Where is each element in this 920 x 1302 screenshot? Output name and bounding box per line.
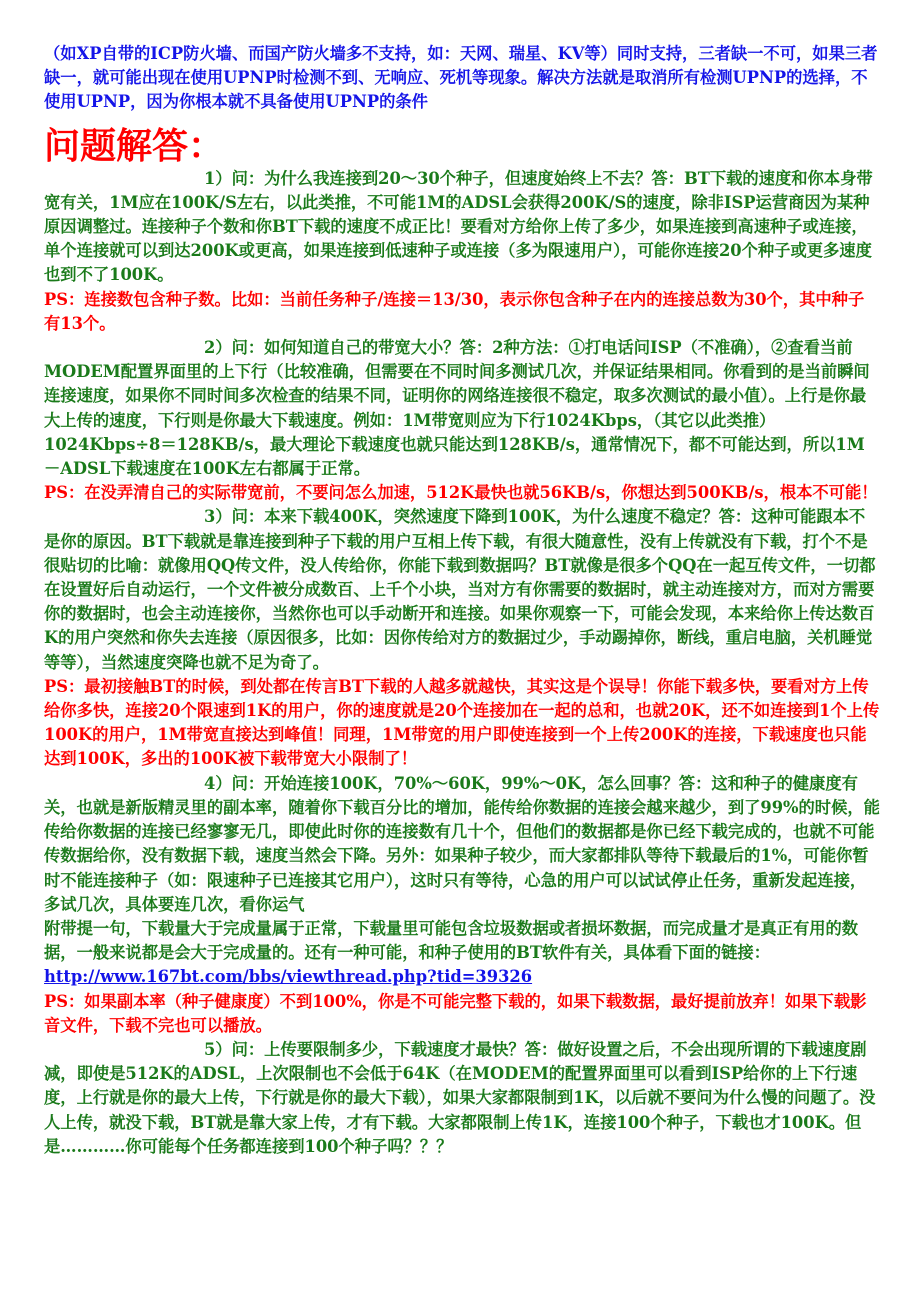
question-3: 3）问：本来下载400K，突然速度下降到100K，为什么速度不稳定？答：这种可能跟本不是你的原因。BT下载就是靠连接到种子下载的用户互相上传下载，有很大随意性，没有上传就没有下载，打个不是很贴切的比喻：就像用QQ传文件，没人传给你，你能下载到数据吗？BT就像是很多个QQ在一起互传文件，一切都在设置好后自动运行，一个文件被分成数百、上千个小块，当对方有你需要的数据时，就主动连接对方，而对方需要你的数据时，也会主动连接你，当然你也可以手动断开和连接。如果你观察一下，可能会发现，本来给你上传达数百K的用户突然和你失去连接（原因很多，比如：因你传给对方的数据过少，手动踢掉你，断线，重启电脑，关机睡觉等等），当然速度突降也就不足为奇了。	[44, 507, 876, 672]
document-page	[44, 42, 880, 1159]
question-2: 2）问：如何知道自己的带宽大小？答：2种方法：①打电话问ISP（不准确），②查看当前MODEM配置界面里的上下行（比较准确，但需要在不同时间多测试几次，并保证结果相同。你看到的是当前瞬间连接速度，如果你不同时间多次检查的结果不同，证明你的网络连接很不稳定，取多次测试的最小值）。上行是你最大上传的速度，下行则是你最大下载速度。例如：1M带宽则应为下行1024Kbps，（其它以此类推）1024Kbps÷8＝128KB/s，最大理论下载速度也就只能达到128KB/s，通常情况下，都不可能达到，所以1M－ADSL下载速度在100K左右都属于正常。	[44, 338, 870, 479]
supplement-text: 附带提一句，下载量大于完成量属于正常，下载量里可能包含垃圾数据或者损坏数据，而完成量才是真正有用的数据，一般来说都是会大于完成量的。还有一种可能，和种子使用的BT软件有关，具体看下面的链接：	[44, 918, 859, 963]
question-4: 4）问：开始连接100K，70%～60K，99%～0K，怎么回事？答：这和种子的健康度有关，也就是新版精灵里的副本率，随着你下载百分比的增加，能传给你数据的连接会越来越少，到了99%的时候，能传给你数据的连接已经寥寥无几，即使此时你的连接数有几十个，但他们的数据都是你已经下载完成的，也就不可能传数据给你，没有数据下载，速度当然会下降。另外：如果种子较少，而大家都排队等待下载最后的1%，可能你暂时不能连接种子（如：限速种子已连接其它用户），这时只有等待，心急的用户可以试试停止任务，重新发起连接，多试几次，具体要连几次，看你运气	[44, 773, 880, 914]
section-title: 问题解答：	[44, 124, 225, 167]
question-1: 1）问：为什么我连接到20～30个种子，但速度始终上不去？答：BT下载的速度和你本身带宽有关，1M应在100K/S左右，以此类推，不可能1M的ADSL会获得200K/S的速度，除非ISP运营商因为某种原因调整过。连接种子个数和你BT下载的速度不成正比！要看对方给你上传了多少，如果连接到高速种子或连接，单个连接就可以到达200K或更高，如果连接到低速种子或连接（多为限速用户），可能你连接20个种子或更多速度也到不了100K。	[44, 168, 873, 285]
intro-paragraph: （如XP自带的ICP防火墙、而国产防火墙多不支持，如：天网、瑞星、KV等）同时支持，三者缺一不可，如果三者缺一，就可能出现在使用UPNP时检测不到、无响应、死机等现象。解决方法就是取消所有检测UPNP的选择，不使用UPNP，因为你根本就不具备使用UPNP的条件	[44, 44, 878, 112]
question-4-supplement	[44, 917, 880, 990]
ps-note-1: PS：连接数包含种子数。比如：当前任务种子/连接＝13/30，表示你包含种子在内的连接总数为30个，其中种子有13个。	[44, 289, 865, 333]
ps-note-4: PS：如果副本率（种子健康度）不到100%，你是不可能完整下载的，如果下载数据，最好提前放弃！如果下载影音文件，下载不完也可以播放。	[44, 991, 867, 1035]
question-5: 5）问：上传要限制多少，下载速度才最快？答：做好设置之后，不会出现所谓的下载速度剧减，即使是512K的ADSL，上次限制也不会低于64K（在MODEM的配置界面里可以看到ISP给你的上下行速度，上行就是你的最大上传，下行就是你的最大下载），如果大家都限制到1K，以后就不要问为什么慢的问题了。没人上传，就没下载，BT就是靠大家上传，才有下载。大家都限制上传1K，连接100个种子，下载也才100K。但是…………你可能每个任务都连接到100个种子吗？？？	[44, 1039, 876, 1156]
forum-link[interactable]: http://www.167bt.com/bbs/viewthread.php?tid=39326	[44, 967, 533, 987]
ps-note-3: PS：最初接触BT的时候，到处都在传言BT下载的人越多就越快，其实这是个误导！你能下载多快，要看对方上传给你多快，连接20个限速到1K的用户，你的速度就是20个连接加在一起的总和，也就20K，还不如连接到1个上传100K的用户，1M带宽直接达到峰值！同理，1M带宽的用户即使连接到一个上传200K的连接，下载速度也只能达到100K，多出的100K被下载带宽大小限制了！	[44, 676, 880, 769]
ps-note-2: PS：在没弄清自己的实际带宽前，不要问怎么加速，512K最快也就56KB/s，你想达到500KB/s，根本不可能！	[44, 483, 878, 503]
